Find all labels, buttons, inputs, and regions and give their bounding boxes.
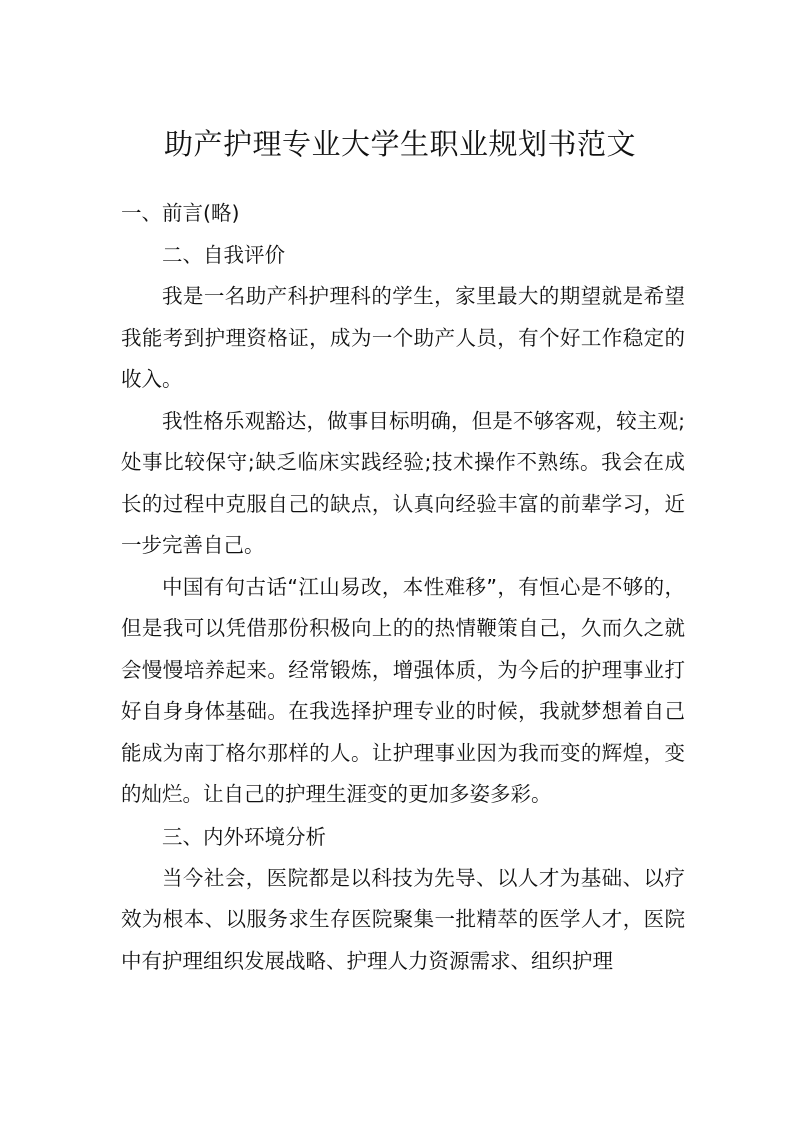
section-heading-self-evaluation: 二、自我评价 bbox=[162, 243, 285, 267]
paragraph-self-intro: 我是一名助产科护理科的学生，家里最大的期望就是希望我能考到护理资格证，成为一个助产人员，有个好工作稳定的收入。 bbox=[121, 284, 685, 391]
document-title: 助产护理专业大学生职业规划书范文 bbox=[163, 127, 636, 161]
paragraph-personality: 我性格乐观豁达，做事目标明确，但是不够客观，较主观;处事比较保守;缺乏临床实践经验;技术操作不熟练。我会在成长的过程中克服自己的缺点，认真向经验丰富的前辈学习，近一步完善自己。 bbox=[121, 408, 685, 557]
paragraph-perseverance: 中国有句古话“江山易改，本性难移”，有恒心是不够的，但是我可以凭借那份积极向上的的热情鞭策自己，久而久之就会慢慢培养起来。经常锻炼，增强体质，为今后的护理事业打好自身身体基础。在我选择护理专业的时候，我就梦想着自己能成为南丁格尔那样的人。让护理事业因为我而变的辉煌，变的灿烂。让自己的护理生涯变的更加多姿多彩。 bbox=[121, 574, 685, 806]
section-heading-environment-analysis: 三、内外环境分析 bbox=[162, 824, 326, 849]
section-heading-preface: 一、前言(略) bbox=[121, 201, 240, 225]
paragraph-hospital-environment: 当今社会，医院都是以科技为先导、以人才为基础、以疗效为根本、以服务求生存医院聚集一批精萃的医学人才，医院中有护理组织发展战略、护理人力资源需求、组织护理 bbox=[121, 865, 685, 973]
document-body bbox=[121, 192, 685, 982]
